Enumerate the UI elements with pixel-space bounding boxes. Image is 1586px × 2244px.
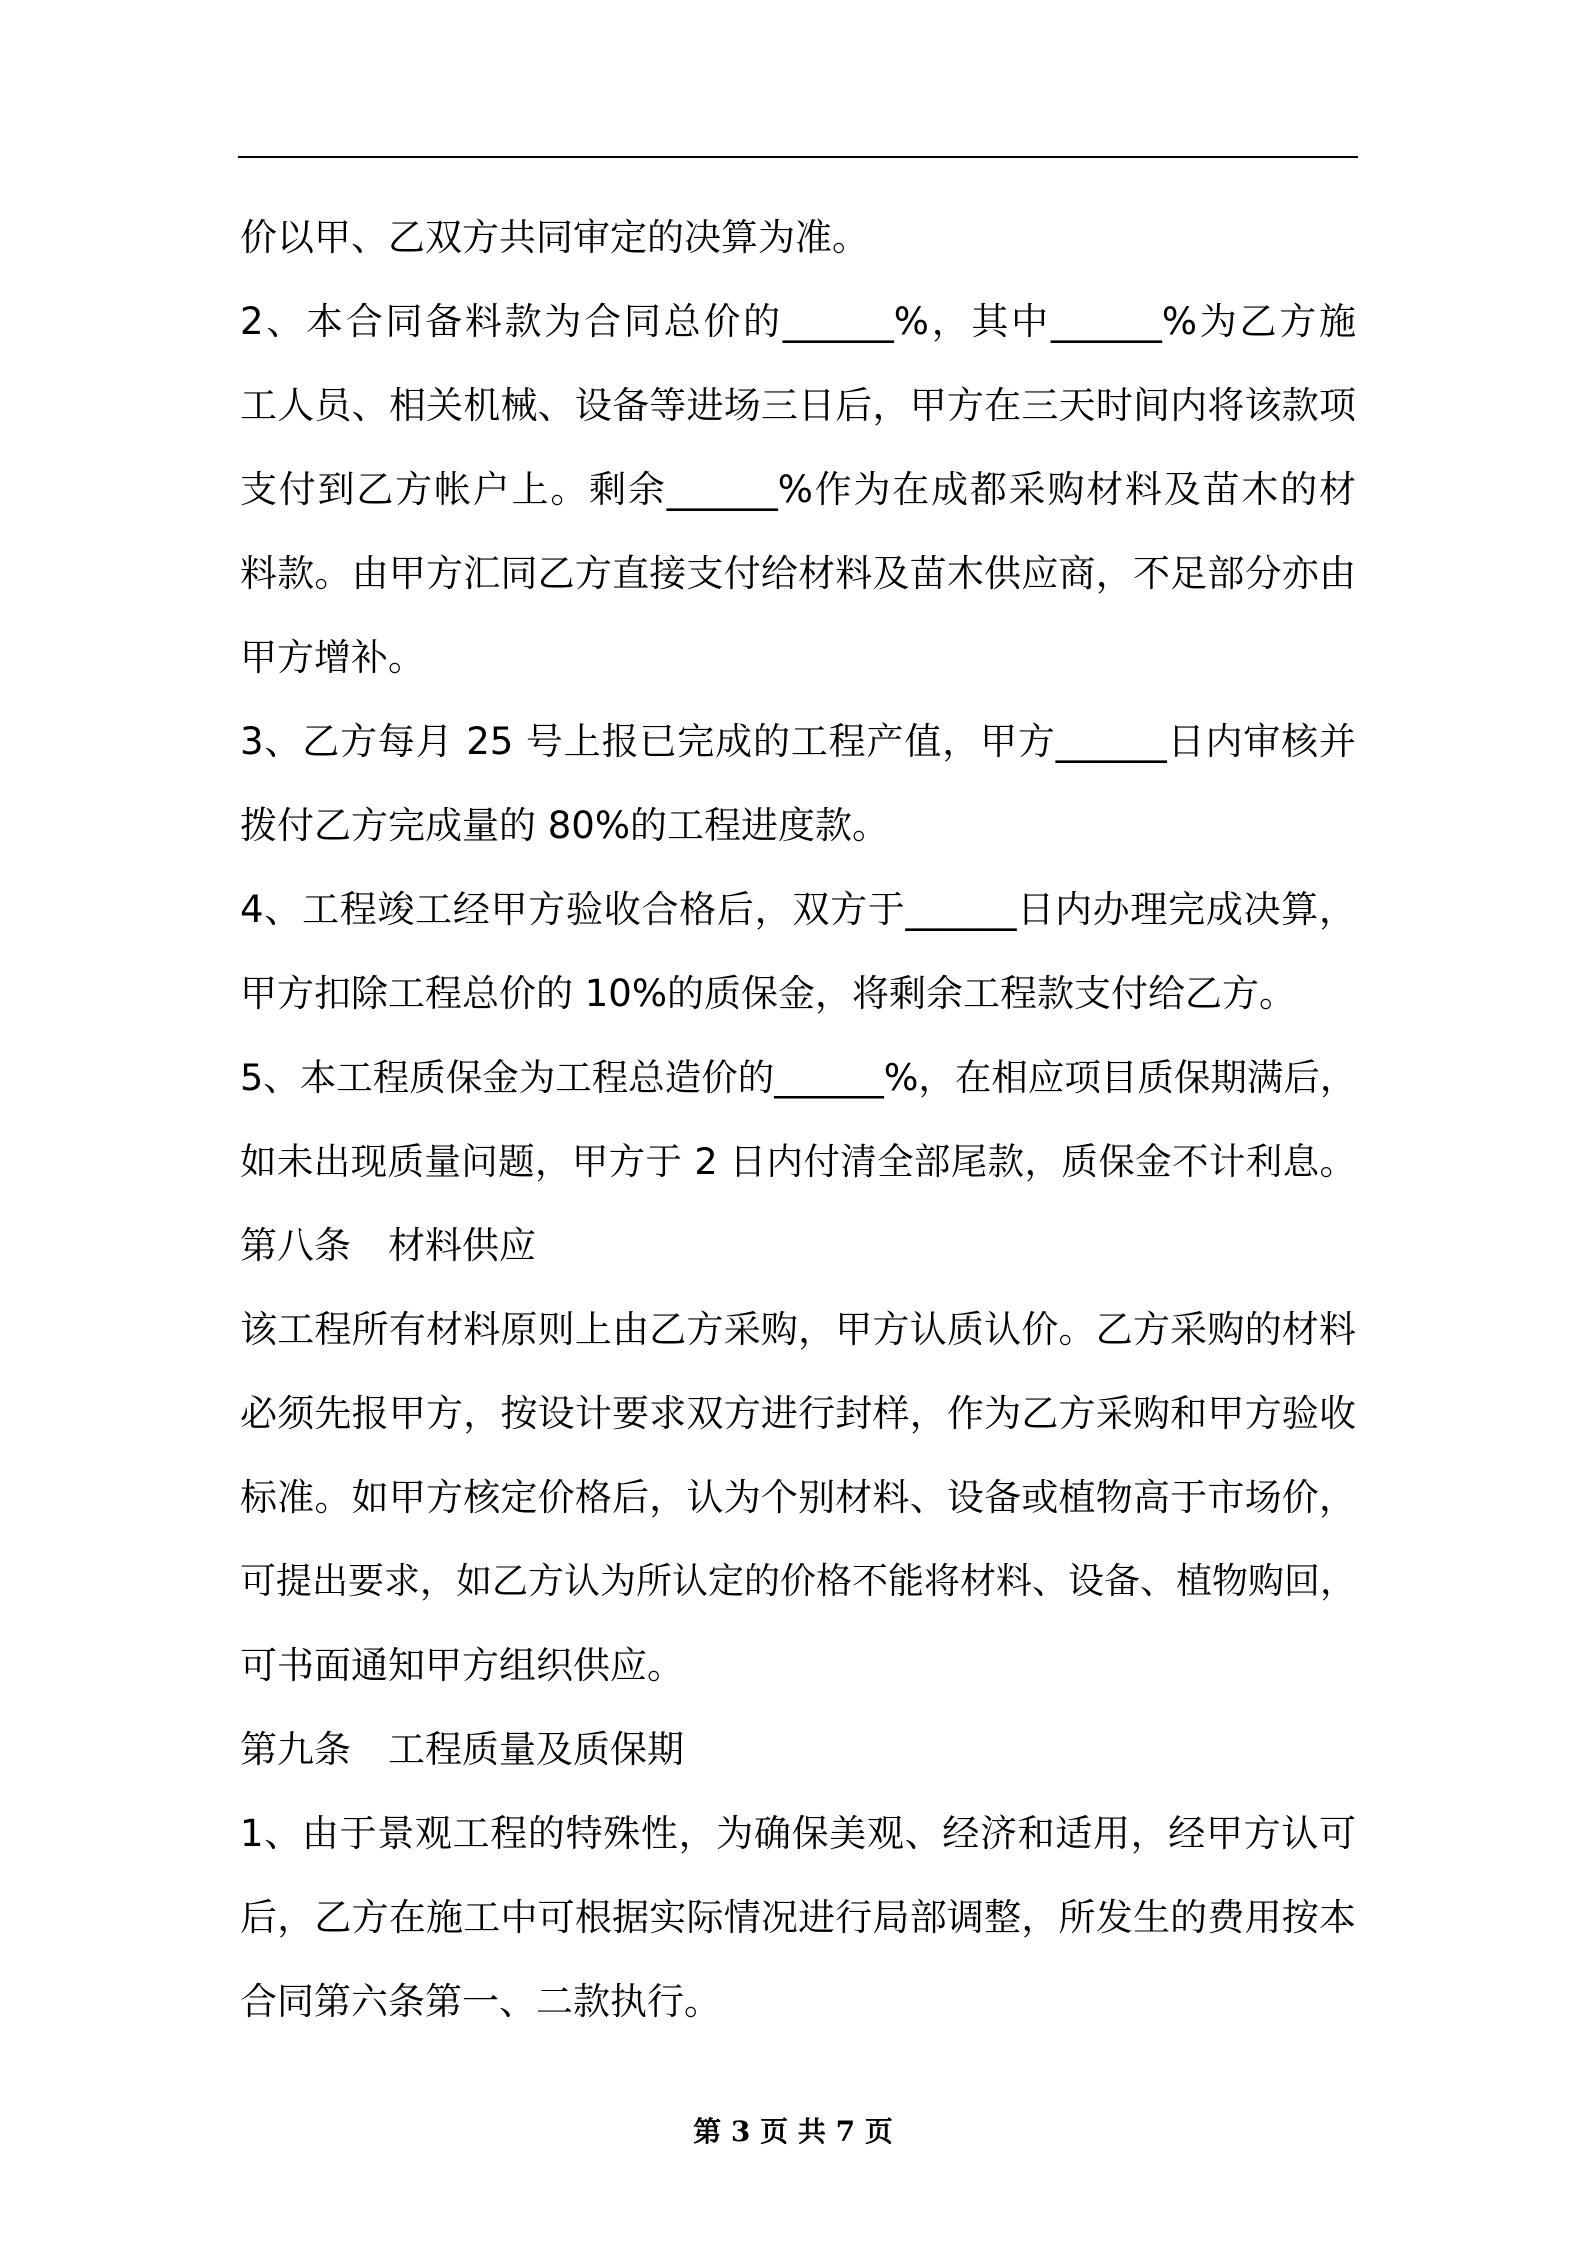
text-line: 4、工程竣工经甲方验收合格后，双方于______日内办理完成决算， <box>240 888 1356 931</box>
page-number: 第 3 页 共 7 页 <box>693 2115 893 2148</box>
text-line: 可提出要求，如乙方认为所认定的价格不能将材料、设备、植物购回， <box>240 1561 1357 1602</box>
text-line: 甲方增补。 <box>240 636 425 679</box>
text-line: 5、本工程质保金为工程总造价的______%，在相应项目质保期满后， <box>240 1056 1357 1099</box>
text-line: 第八条 材料供应 <box>240 1224 536 1267</box>
text-line: 合同第六条第一、二款执行。 <box>240 1980 721 2023</box>
text-line: 后，乙方在施工中可根据实际情况进行局部调整，所发生的费用按本 <box>240 1896 1356 1939</box>
header-rule <box>238 156 1358 158</box>
text-line: 料款。由甲方汇同乙方直接支付给材料及苗木供应商，不足部分亦由 <box>240 552 1356 595</box>
text-line: 拨付乙方完成量的 80%的工程进度款。 <box>240 804 889 847</box>
text-line: 2、本合同备料款为合同总价的______%，其中______%为乙方施 <box>240 300 1356 343</box>
text-line: 3、乙方每月 25 号上报已完成的工程产值，甲方______日内审核并 <box>240 720 1356 763</box>
text-line: 工人员、相关机械、设备等进场三日后，甲方在三天时间内将该款项 <box>240 384 1356 427</box>
text-line: 如未出现质量问题，甲方于 2 日内付清全部尾款，质保金不计利息。 <box>240 1140 1356 1183</box>
text-line: 支付到乙方帐户上。剩余______%作为在成都采购材料及苗木的材 <box>240 468 1356 511</box>
text-line: 1、由于景观工程的特殊性，为确保美观、经济和适用，经甲方认可 <box>240 1812 1356 1855</box>
text-line: 可书面通知甲方组织供应。 <box>240 1644 684 1687</box>
text-line: 标准。如甲方核定价格后，认为个别材料、设备或植物高于市场价， <box>240 1476 1356 1519</box>
document-body <box>240 196 1356 2044</box>
text-line: 该工程所有材料原则上由乙方采购，甲方认质认价。乙方采购的材料 <box>240 1308 1356 1351</box>
text-line: 甲方扣除工程总价的 10%的质保金，将剩余工程款支付给乙方。 <box>240 972 1296 1015</box>
text-line: 第九条 工程质量及质保期 <box>240 1728 684 1771</box>
text-line: 价以甲、乙双方共同审定的决算为准。 <box>240 216 869 259</box>
text-line: 必须先报甲方，按设计要求双方进行封样，作为乙方采购和甲方验收 <box>240 1392 1356 1435</box>
